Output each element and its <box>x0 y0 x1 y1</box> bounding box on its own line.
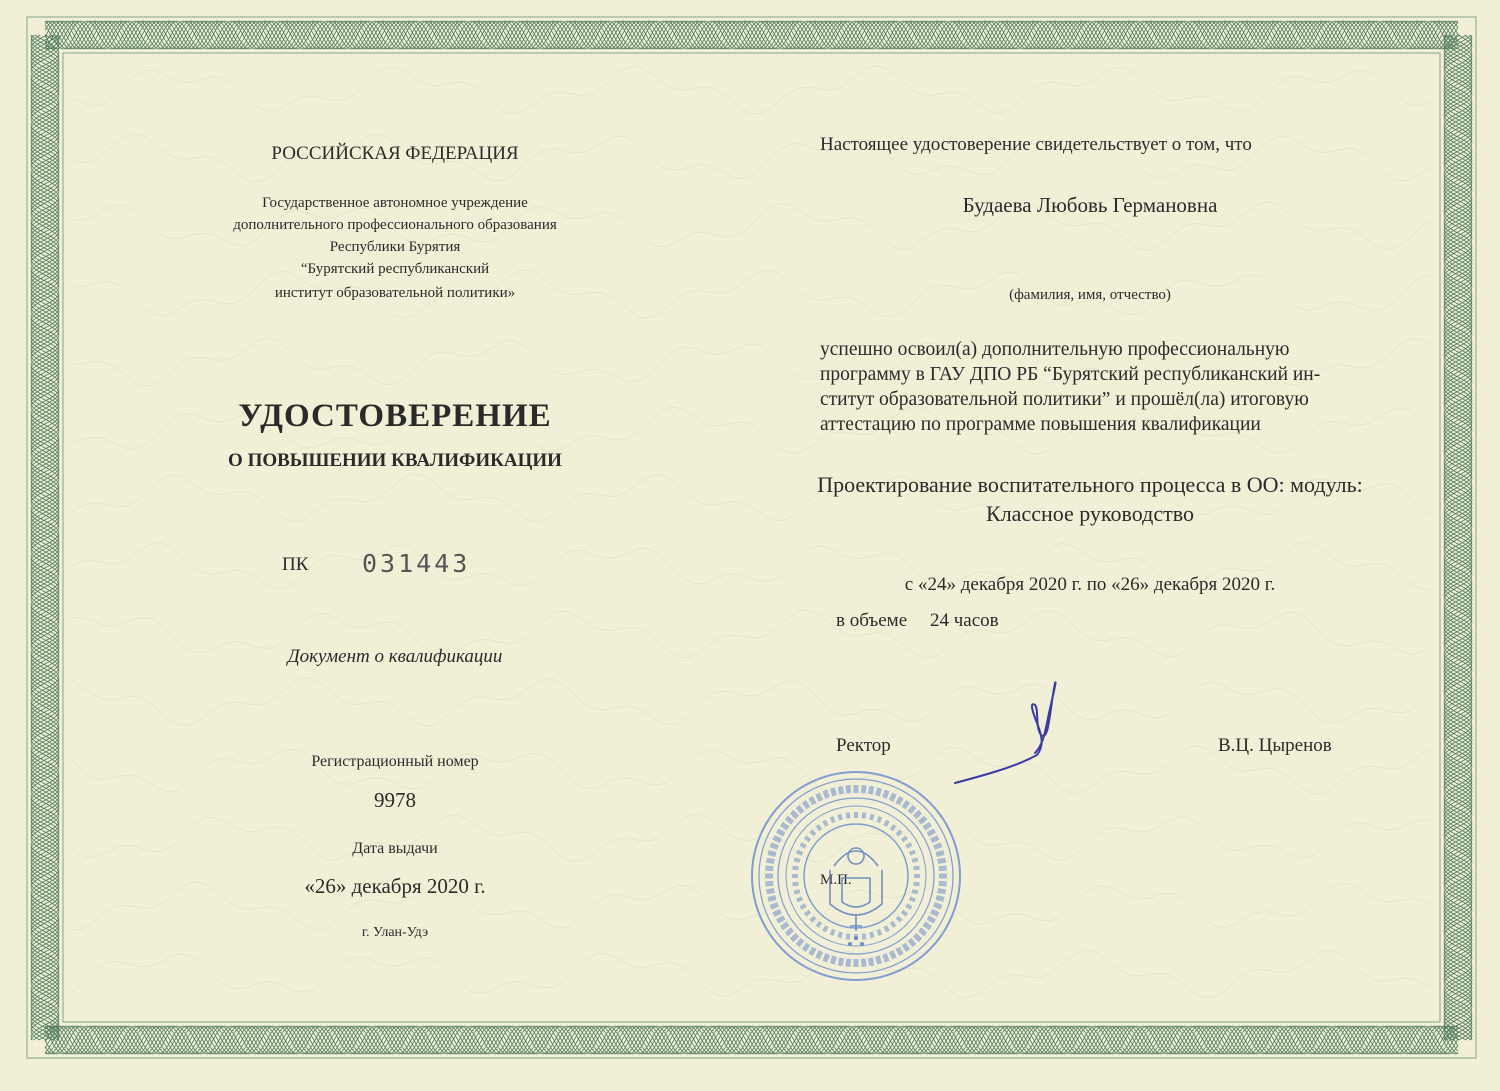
issue-date: «26» декабря 2020 г. <box>304 874 486 898</box>
registration-label: Регистрационный номер <box>311 753 479 770</box>
institution-line-5: институт образовательной политики» <box>274 285 516 301</box>
body-line-1: успешно освоил(а) дополнительную профессиональную <box>820 339 1290 360</box>
rector-name: В.Ц. Цыренов <box>1218 735 1332 756</box>
city: г. Улан-Удэ <box>361 925 429 940</box>
institution-line-4: “Бурятский республиканский <box>300 261 490 277</box>
seal-place-label: М.П. <box>820 872 852 888</box>
document-number: 031443 <box>362 549 471 578</box>
document-title: УДОСТОВЕРЕНИЕ <box>238 398 552 434</box>
country-heading: РОССИЙСКАЯ ФЕДЕРАЦИЯ <box>271 143 519 164</box>
document-type: Документ о квалификации <box>287 646 503 667</box>
intro-text: Настоящее удостоверение свидетельствует о том, что <box>820 134 1252 155</box>
left-page <box>150 0 640 1091</box>
institution-line-3: Республики Бурятия <box>329 239 461 255</box>
series-label: ПК <box>282 554 309 575</box>
program-title-line-1: Проектирование воспитательного процесса в ОО: модуль: <box>817 472 1363 497</box>
institution-line-1: Государственное автономное учреждение <box>262 195 528 211</box>
volume-label: в объеме <box>836 610 908 631</box>
body-line-3: ститут образовательной политики” и прошёл(ла) итоговую <box>820 389 1309 410</box>
issue-date-label: Дата выдачи <box>352 840 438 857</box>
registration-number: 9978 <box>374 788 416 812</box>
body-line-2: программу в ГАУ ДПО РБ “Бурятский республиканский ин- <box>820 364 1321 385</box>
program-title-line-2: Классное руководство <box>986 501 1194 526</box>
rector-label: Ректор <box>836 735 891 756</box>
institution-line-2: дополнительного профессионального образования <box>233 217 557 233</box>
document-subtitle: О ПОВЫШЕНИИ КВАЛИФИКАЦИИ <box>228 450 562 471</box>
official-stamp <box>746 766 966 986</box>
name-caption: (фамилия, имя, отчество) <box>1009 287 1171 303</box>
holder-full-name: Будаева Любовь Германовна <box>962 193 1218 217</box>
training-period: с «24» декабря 2020 г. по «26» декабря 2020 г. <box>904 574 1276 595</box>
volume-value: 24 часов <box>930 610 999 631</box>
body-line-4: аттестацию по программе повышения квалификации <box>820 414 1261 435</box>
